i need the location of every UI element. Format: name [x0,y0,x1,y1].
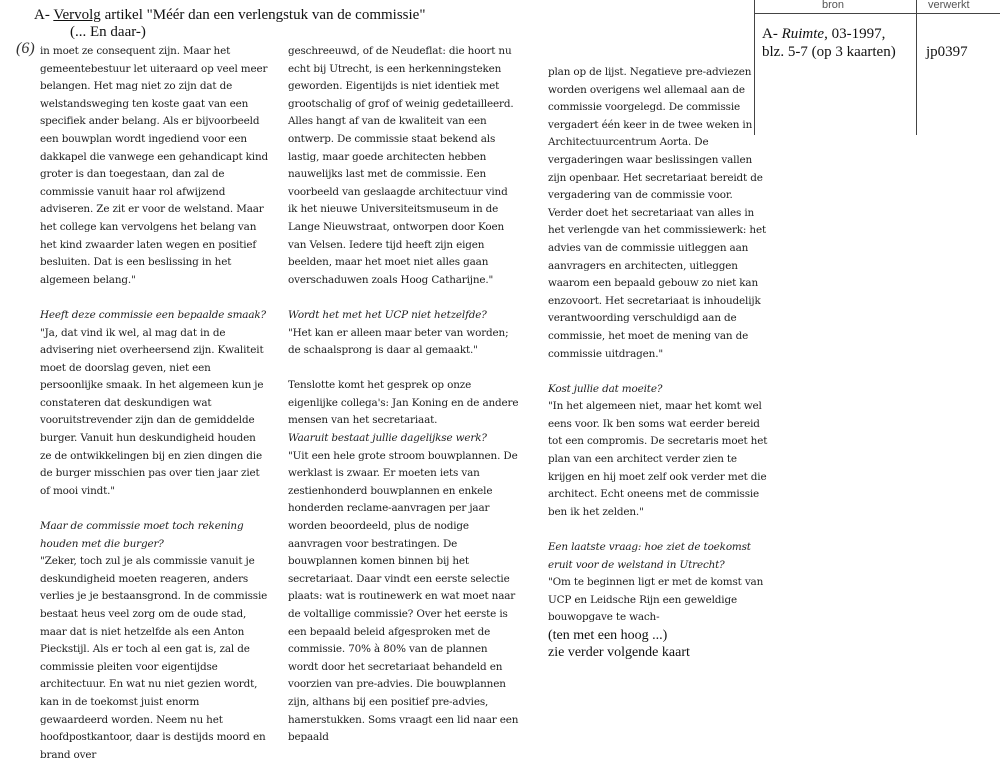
source-journal: Ruimte [781,26,825,42]
source-reference [762,25,912,61]
interview-answer: "Zeker, toch zul je als commissie vanuit je deskundigheid moeten reageren, anders verlies je je bestaansgrond. In de commissie bestaat heus veel zorg om de oude stad, maar dat is niet hetzelfde als een Anton Pieckstijl. Als er toch al een gat is, zal de commissie pleiten voor eigentijdse architectuur. En wat nu niet gezien wordt, kan in de toekomst juist enorm gewaardeerd worden. Neem nu het hoofdpostkantoor, daar is destijds moord en brand over [40,555,268,761]
paragraph: in moet ze consequent zijn. Maar het gemeentebestuur let uiteraard op veel meer belangen. Het mag niet zo zijn dat de welstandsweging ten koste gaat van een specifiek ander belang. Als er bijvoorbeeld een bouwplan wordt ingediend voor een dakkapel die vanwege een gehandicapt kind groter is dan toegestaan, dan zal de commissie vanuit haar rol afwijzend adviseren. Ze zit er voor de welstand. Maar het college kan vervolgens het belang van het kind zwaarder laten wegen en positief besluiten. Dat is een beslissing in het algemeen belang." [40,45,268,286]
paragraph: Tenslotte komt het gesprek op onze eigenlijke collega's: Jan Koning en de andere mensen van het secretariaat. [288,379,519,427]
processed-column-header: verwerkt [928,0,970,11]
heading-prefix: A- [34,7,54,23]
processed-code: jp0397 [926,44,968,60]
handwritten-page-number: (6) [16,40,35,57]
source-line-1 [762,25,912,43]
source-column-header: bron [822,0,845,11]
text-column-2 [288,43,520,747]
source-table-header-rule [754,13,1000,14]
continuation-reference: zie verder volgende kaart [548,645,690,660]
source-issue: , 03-1997, [824,26,886,42]
heading-rest: artikel "Méér dan een verlengstuk van de commissie" [100,7,426,23]
paragraph: geschreeuwd, of de Neudeflat: die hoort nu echt bij Utrecht, is een herkenningsteken geworden. Eigentijds is niet identiek met grootschalig of grof of weinig gedetailleerd. Alles hangt af van de kwaliteit van een ontwerp. De commissie staat bekend als lastig, maar goede architecten hebben nauwelijks last met de commissie. Een voorbeeld van geslaagde architectuur vind ik het nieuwe Universiteitsmuseum in de Lange Nieuwstraat, ontworpen door Koen van Velsen. Iedere tijd heeft zijn eigen beelden, maar het moet niet alles gaan overschaduwen zoals Hoog Catharijne." [288,45,514,286]
paragraph: plan op de lijst. Negatieve pre-adviezen worden overigens wel allemaal aan de commissie voorgelegd. De commissie vergadert één keer in de twee weken in Architectuurcentrum Aorta. De vergaderingen waar beslissingen vallen zijn openbaar. Het secretariaat bereidt de vergadering van de commissie voor. Verder doet het secretariaat van alles in het verlengde van het commissiewerk: het advies van de commissie uitleggen aan aanvragers en architecten, uitleggen waarom een bepaald gebouw zo niet kan enzovoort. Het secretariaat is inhoudelijk verantwoording verschuldigd aan de commissie, het moet de mening van de commissie uitdragen." [548,66,766,360]
interview-answer: "Uit een hele grote stroom bouwplannen. De werklast is zwaar. Er moeten iets van zestienhonderd bouwplannen en enkele honderden reclame-aanvragen per jaar worden beoordeeld, plus de nodige aanvragen voor bestratingen. De bouwplannen komen binnen bij het secretariaat. Daar vindt een eerste selectie plaats: wat is routinewerk en wat moet naar de voltallige commissie? Over het eerste is een bepaald beleid afgesproken met de commissie. 70% à 80% van de plannen wordt door het secretariaat behandeld en voorzien van pre-advies. Die bouwplannen zijn, althans bij een positief pre-advies, hamerstukken. Soms vraagt een lid naar een bepaald [288,449,519,744]
text-column-3 [548,64,768,661]
source-line-2: blz. 5-7 (op 3 kaarten) [762,44,896,60]
interview-question: Een laatste vraag: hoe ziet de toekomst eruit voor de welstand in Utrecht? [548,541,751,571]
heading-vervolg: Vervolg [53,7,101,23]
interview-answer: "Om te beginnen ligt er met de komst van UCP en Leidsche Rijn een geweldige bouwopgave te wach- [548,576,764,624]
interview-answer: "Ja, dat vind ik wel, al mag dat in de advisering niet overheersend zijn. Kwaliteit moet de doorslag geven, niet een persoonlijke smaak. In het algemeen kun je constateren dat deskundigen wat vooruitstrevender zijn dan de gemiddelde burger. Vanuit hun deskundigheid houden ze de ontwikkelingen bij en zien dingen die de burger misschien pas over tien jaar ziet of mooi vindt." [40,326,264,497]
source-prefix: A- [762,26,782,42]
interview-question: Kost jullie dat moeite? [548,382,663,395]
interview-question: Heeft deze commissie een bepaalde smaak? [40,308,266,321]
text-column-1 [40,43,270,764]
interview-answer: "Het kan er alleen maar beter van worden; de schaalsprong is daar al gemaakt." [288,326,509,357]
article-subheading: (... En daar-) [70,24,146,40]
interview-question: Maar de commissie moet toch rekening houden met die burger? [40,520,244,550]
continuation-note: (ten met een hoog ...) [548,628,668,643]
interview-answer: "In het algemeen niet, maar het komt wel eens voor. Ik ben soms wat eerder bereid tot een compromis. De secretaris moet het plan van een architect verder zien te krijgen en hij moet zelf ook verder met die architect. Echt oneens met de commissie ben ik het zelden." [548,400,768,518]
interview-question: Wordt het met het UCP niet hetzelfde? [288,308,487,321]
source-table-divider [916,0,917,135]
article-heading [34,6,425,24]
interview-question: Waaruit bestaat jullie dagelijkse werk? [288,432,487,445]
